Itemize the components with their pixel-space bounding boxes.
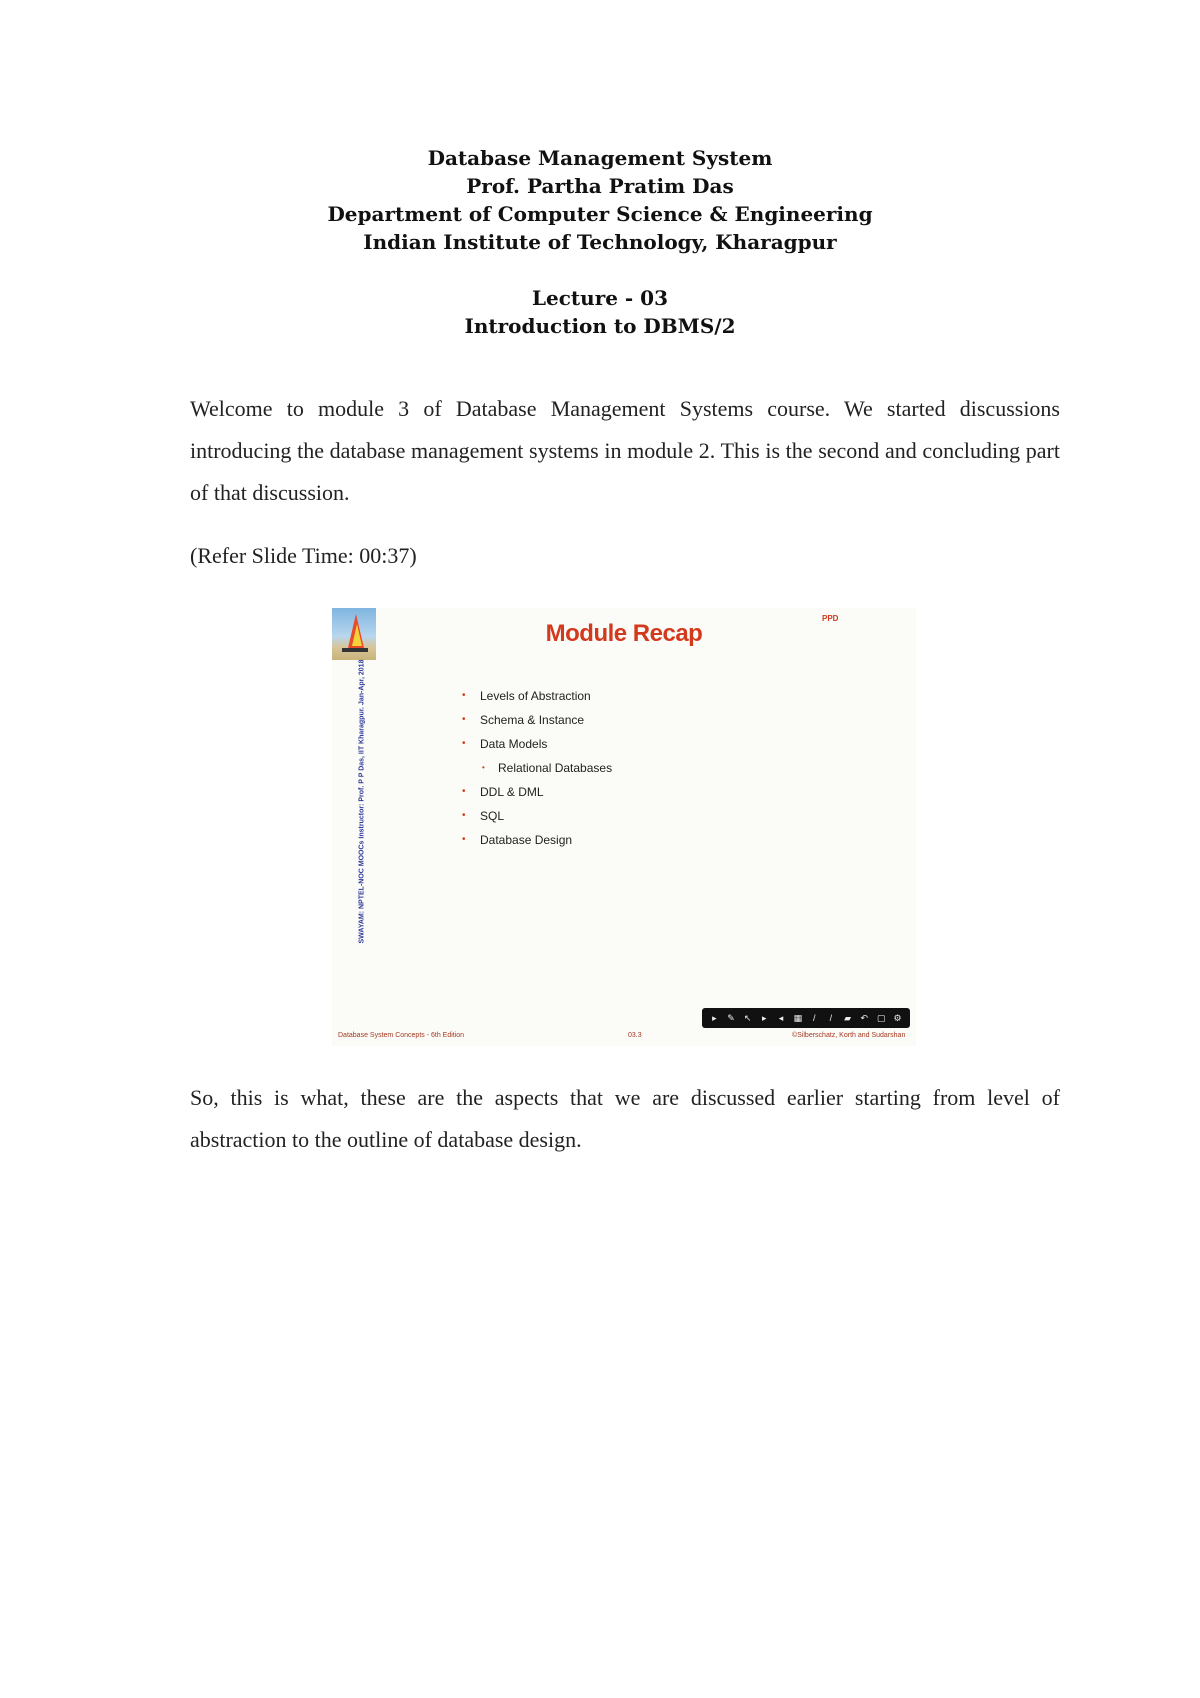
slide-image xyxy=(332,608,916,1046)
list-item: • Levels of Abstraction xyxy=(462,684,612,708)
lecture-heading xyxy=(0,284,1200,340)
bullet-icon: • xyxy=(462,690,466,701)
list-item: • Data Models xyxy=(462,732,612,756)
institute-name: Indian Institute of Technology, Kharagpur xyxy=(363,230,837,254)
slide-footer-number: 03.3 xyxy=(628,1032,642,1039)
slide-title: Module Recap xyxy=(545,620,703,647)
slide-footer-copyright: ©Silberschatz, Korth and Sudarshan xyxy=(792,1032,906,1039)
bullet-icon: • xyxy=(462,714,466,725)
lecture-number: Lecture - 03 xyxy=(531,286,669,310)
list-item: • Relational Databases xyxy=(462,756,612,780)
bullet-icon: • xyxy=(462,786,466,797)
recap-paragraph: So, this is what, these are the aspects that we are discussed earlier starting from level of abstraction to the outline of database design. xyxy=(190,1085,1060,1152)
pointer-icon: ↖ xyxy=(743,1013,752,1023)
slide-footer-source: Database System Concepts - 6th Edition xyxy=(338,1032,465,1039)
marker-icon: / xyxy=(813,1013,816,1023)
slide-side-text: SWAYAM: NPTEL-NOC MOOCs Instructor: Prof. P P Das, IIT Kharagpur. Jan-Apr, 2018 xyxy=(358,659,366,944)
screen-icon: ▢ xyxy=(876,1013,886,1023)
slide-tag: PPD xyxy=(822,614,839,623)
document-header xyxy=(0,144,1200,256)
bullet-icon: • xyxy=(462,738,466,749)
list-item: • Schema & Instance xyxy=(462,708,612,732)
back-icon: ◂ xyxy=(778,1013,784,1023)
eraser-icon: ▰ xyxy=(844,1013,852,1023)
slide-bullet-list xyxy=(462,684,612,852)
slide-presenter-toolbar xyxy=(702,1008,910,1028)
play-icon: ▸ xyxy=(712,1013,717,1023)
grid-icon: ▦ xyxy=(793,1013,803,1023)
highlighter-icon: / xyxy=(829,1013,833,1023)
bullet-icon: • xyxy=(482,763,485,772)
department-name: Department of Computer Science & Engineering xyxy=(327,202,873,226)
pen-icon: ✎ xyxy=(727,1013,735,1023)
lecture-title: Introduction to DBMS/2 xyxy=(464,314,736,338)
bullet-icon: • xyxy=(462,810,466,821)
list-item: • Database Design xyxy=(462,828,612,852)
course-name: Database Management System xyxy=(427,146,773,170)
intro-paragraph: Welcome to module 3 of Database Management Systems course. We started discussions introducing the database management systems in module 2. This is the second and concluding part of that discussion. xyxy=(190,396,1060,505)
professor-name: Prof. Partha Pratim Das xyxy=(466,174,734,198)
list-item: • DDL & DML xyxy=(462,780,612,804)
list-item: • SQL xyxy=(462,804,612,828)
undo-icon: ↶ xyxy=(860,1013,868,1023)
settings-icon: ⚙ xyxy=(893,1013,902,1023)
bullet-icon: • xyxy=(462,834,466,845)
refer-slide-time: (Refer Slide Time: 00:37) xyxy=(190,543,417,568)
next-icon: ▸ xyxy=(762,1013,767,1023)
